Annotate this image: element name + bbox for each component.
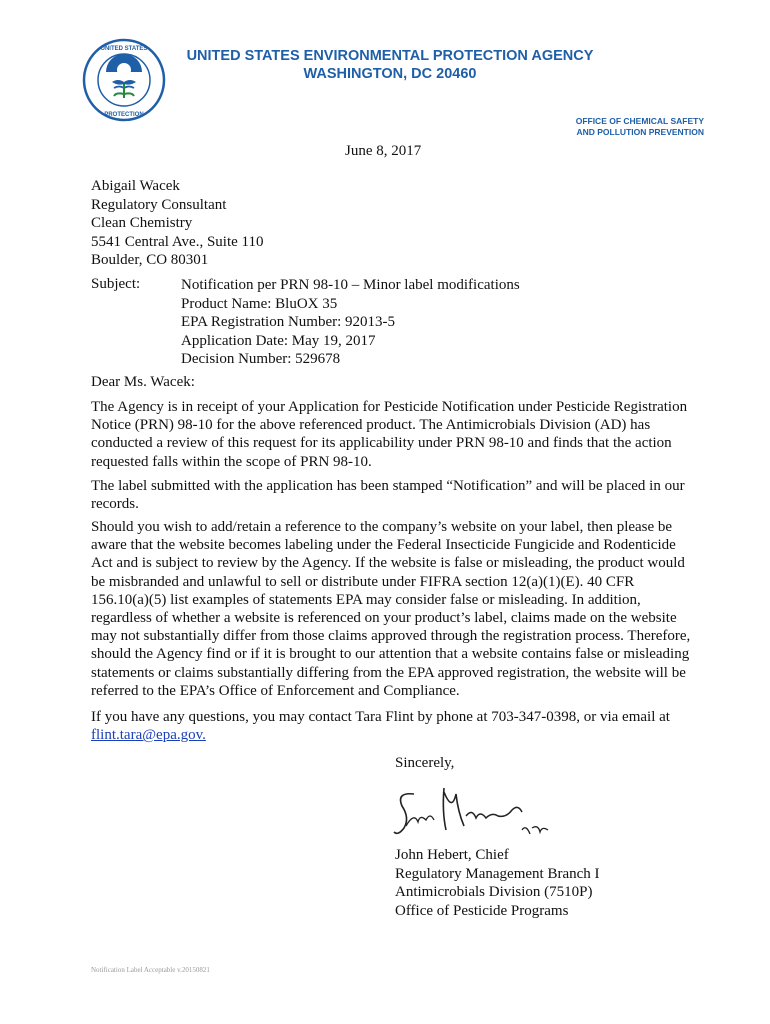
email-link[interactable]: flint.tara@epa.gov. (91, 727, 206, 744)
signer-line: Antimicrobials Division (7510P) (395, 884, 593, 900)
agency-header (170, 47, 610, 83)
recipient-line: 5541 Central Ave., Suite 110 (91, 233, 264, 250)
signer-line: John Hebert, Chief (395, 847, 509, 863)
signature-block (395, 846, 600, 920)
recipient-line: Boulder, CO 80301 (91, 252, 209, 268)
epa-seal-icon (82, 38, 166, 122)
footer-note: Notification Label Acceptable v.20150821 (91, 966, 210, 974)
office-line-2: AND POLLUTION PREVENTION (576, 127, 704, 137)
body-paragraph: The label submitted with the application has been stamped “Notification” and will be placed in our records. (91, 478, 685, 513)
subject-block (181, 276, 520, 369)
subject-label: Subject: (91, 276, 141, 292)
contact-paragraph (91, 708, 691, 744)
agency-name: UNITED STATES ENVIRONMENTAL PROTECTION AGENCY (186, 48, 594, 64)
letter-date: June 8, 2017 (345, 143, 422, 159)
recipient-address (91, 177, 263, 270)
signer-line: Regulatory Management Branch I (395, 865, 600, 882)
agency-location: WASHINGTON, DC 20460 (303, 66, 477, 82)
recipient-line: Regulatory Consultant (91, 196, 227, 213)
subject-line: Decision Number: 529678 (181, 351, 341, 367)
handwritten-signature-icon (392, 782, 562, 842)
closing: Sincerely, (395, 755, 455, 771)
salutation: Dear Ms. Wacek: (91, 374, 195, 390)
body-paragraph: Should you wish to add/retain a reference to the company’s website on your label, then please be aware that the website becomes labeling under the Federal Insecticide Fungicide and Rodenticide Act and is subject to review by the Agency. If the website is false or misleading, the product would be misbranded and unlawful to sell or distribute under FIFRA section 12(a)(1)(E). 40 CFR 156.10(a)(5) list examples of statements EPA may consider false or misleading. In addition, regardless of whether a website is referenced on your product’s label, claims made on the website may not substantially differ from those claims approved through the registration process. Therefore, should the Agency find or if it is brought to our attention that a website contains false or misleading statements or claims substantially differing from the EPA approved registration, the website will be referred to the EPA’s Office of Enforcement and Compliance. (91, 519, 691, 699)
subject-line: Application Date: May 19, 2017 (181, 332, 376, 349)
recipient-line: Abigail Wacek (91, 178, 180, 194)
recipient-line: Clean Chemistry (91, 215, 193, 231)
svg-text:PROTECTION: PROTECTION (104, 112, 144, 118)
subject-line: Notification per PRN 98-10 – Minor label modifications (181, 277, 520, 293)
office-line-1: OFFICE OF CHEMICAL SAFETY (575, 116, 704, 126)
signer-line: Office of Pesticide Programs (395, 902, 569, 919)
svg-text:UNITED STATES: UNITED STATES (100, 46, 148, 52)
subject-line: Product Name: BluOX 35 (181, 295, 338, 312)
office-header (576, 116, 704, 138)
body-paragraph: The Agency is in receipt of your Application for Pesticide Notification under Pesticide Registration Notice (PRN) 98-10 for the above referenced product. The Antimicrobials Division (AD) has conducted a review of this request for its applicability under PRN 98-10 and finds that the action requested falls within the scope of PRN 98-10. (91, 399, 688, 470)
contact-text: If you have any questions, you may contact Tara Flint by phone at 703-347-0398, or via email at (91, 709, 670, 725)
subject-line: EPA Registration Number: 92013-5 (181, 314, 396, 330)
